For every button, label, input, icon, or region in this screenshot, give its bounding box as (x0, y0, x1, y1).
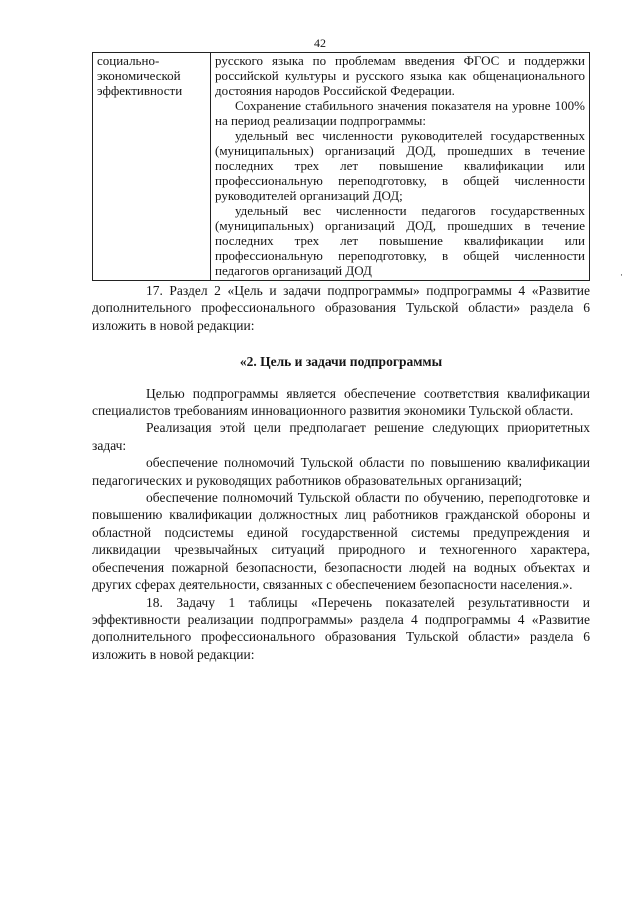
corner-mark: · (620, 270, 623, 280)
task-paragraph: обеспечение полномочий Тульской области по повышению квалификации педагогических и руководящих работников образовательных организаций; (92, 455, 590, 488)
task-paragraph: обеспечение полномочий Тульской области по обучению, переподготовке и повышению квалификации должностных лиц работников гражданской обороны и областной подсистемы единой государственной системы предупреждения и ликвидации чрезвычайных ситуаций природного и техногенного характера, обеспечения пожарной безопасности, безопасности людей на водных объектах и других сферах деятельности, связанных с обеспечением безопасности населения.». (92, 490, 590, 593)
page-number: 42 (314, 36, 326, 50)
indicators-table (92, 52, 590, 281)
description-paragraph: Сохранение стабильного значения показателя на уровне 100% на период реализации подпрограммы: (215, 98, 585, 128)
indicator-description-cell (211, 53, 590, 281)
description-paragraph: удельный вес численности руководителей государственных (муниципальных) организаций ДОД, прошедших в течение последних трех лет повышение квалификации или профессиональную переподготовку, в общей численности руководителей организаций ДОД; (215, 128, 585, 203)
document-body (92, 282, 590, 663)
indicator-label-line: социально- (97, 53, 160, 68)
item-17-paragraph: 17. Раздел 2 «Цель и задачи подпрограммы» подпрограммы 4 «Развитие дополнительного профессионального образования Тульской области» раздела 6 изложить в новой редакции: (92, 283, 590, 333)
description-paragraph: русского языка по проблемам введения ФГОС и поддержки российской культуры и русского языка как общенационального достояния народов Российской Федерации. (215, 53, 585, 98)
description-paragraph: удельный вес численности педагогов государственных (муниципальных) организаций ДОД, прошедших в течение последних трех лет повышение квалификации или профессиональную переподготовку, в общей численности педагогов организаций ДОД (215, 203, 585, 278)
indicator-label-line: эффективности (97, 83, 183, 98)
implementation-paragraph: Реализация этой цели предполагает решение следующих приоритетных задач: (92, 420, 590, 453)
indicator-label-cell (93, 53, 211, 281)
goal-paragraph: Целью подпрограммы является обеспечение соответствия квалификации специалистов требованиям инновационного развития экономики Тульской области. (92, 385, 590, 419)
table-row (93, 53, 590, 281)
item-18-paragraph: 18. Задачу 1 таблицы «Перечень показателей результативности и эффективности реализации подпрограммы» раздела 4 подпрограммы 4 «Развитие дополнительного профессионального образования Тульской области» раздела 6 изложить в новой редакции: (92, 594, 590, 662)
indicator-label-line: экономической (97, 68, 181, 83)
section-heading: «2. Цель и задачи подпрограммы (239, 354, 443, 370)
